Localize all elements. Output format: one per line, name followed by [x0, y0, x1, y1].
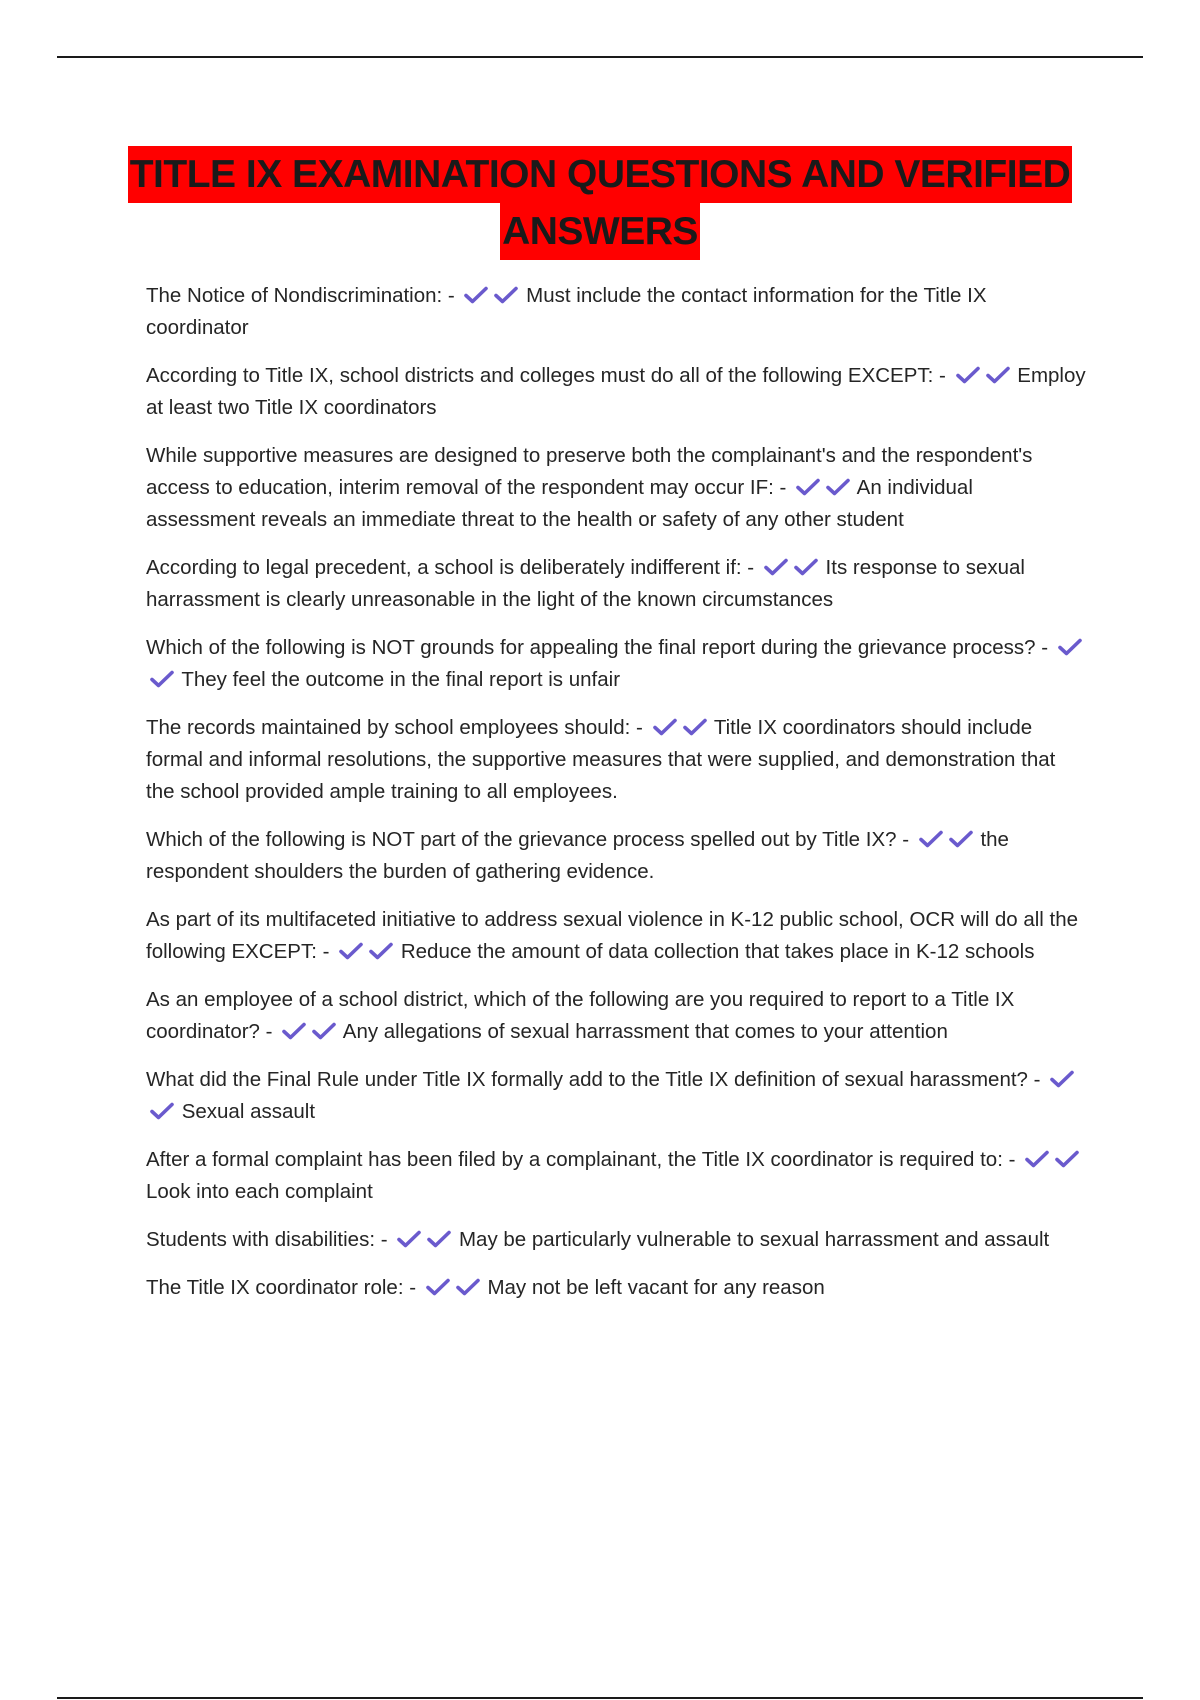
question-text: Which of the following is NOT grounds for appealing the final report during the grievance process? -	[146, 636, 1049, 659]
qa-item	[146, 440, 1086, 536]
check-icon	[1050, 1070, 1074, 1088]
check-icon	[764, 558, 788, 576]
check-icon	[456, 1278, 480, 1296]
answer-text: Reduce the amount of data collection that takes place in K-12 schools	[400, 940, 1035, 963]
question-text: According to Title IX, school districts and colleges must do all of the following EXCEPT: -	[146, 364, 946, 387]
check-icon	[919, 830, 943, 848]
question-text: After a formal complaint has been filed by a complainant, the Title IX coordinator is required to: -	[146, 1148, 1016, 1171]
answer-text: Its response to sexual harrassment is clearly unreasonable in the light of the known circumstances	[146, 556, 1025, 611]
page-title	[100, 146, 1100, 260]
qa-item	[146, 1064, 1086, 1128]
check-icon	[796, 478, 820, 496]
answer-text: Sexual assault	[181, 1100, 316, 1123]
check-icon	[150, 1102, 174, 1120]
check-icon	[397, 1230, 421, 1248]
answer-text: May be particularly vulnerable to sexual harrassment and assault	[458, 1228, 1050, 1251]
check-icon	[683, 718, 707, 736]
qa-item	[146, 360, 1086, 424]
qa-item	[146, 280, 1086, 344]
answer-text: Employ at least two Title IX coordinators	[146, 364, 1086, 419]
qa-item	[146, 984, 1086, 1048]
qa-item	[146, 824, 1086, 888]
question-text: The records maintained by school employees should: -	[146, 716, 643, 739]
check-icon	[464, 286, 488, 304]
check-icon	[494, 286, 518, 304]
qa-item	[146, 712, 1086, 808]
answer-text: May not be left vacant for any reason	[487, 1276, 825, 1299]
check-icon	[312, 1022, 336, 1040]
answer-text: Look into each complaint	[146, 1180, 373, 1203]
question-text: The Title IX coordinator role: -	[146, 1276, 417, 1299]
check-icon	[1055, 1150, 1079, 1168]
qa-item	[146, 632, 1086, 696]
answer-text: Must include the contact information for the Title IX coordinator	[146, 284, 987, 339]
qa-item	[146, 552, 1086, 616]
check-icon	[339, 942, 363, 960]
question-text: Students with disabilities: -	[146, 1228, 388, 1251]
check-icon	[826, 478, 850, 496]
question-text: Which of the following is NOT part of the grievance process spelled out by Title IX? -	[146, 828, 910, 851]
check-icon	[150, 670, 174, 688]
check-icon	[956, 366, 980, 384]
check-icon	[1058, 638, 1082, 656]
check-icon	[986, 366, 1010, 384]
check-icon	[949, 830, 973, 848]
qa-list	[146, 280, 1086, 1320]
check-icon	[794, 558, 818, 576]
check-icon	[1025, 1150, 1049, 1168]
check-icon	[282, 1022, 306, 1040]
answer-text: Any allegations of sexual harrassment that comes to your attention	[342, 1020, 948, 1043]
qa-item	[146, 904, 1086, 968]
qa-item	[146, 1224, 1086, 1256]
answer-text: Title IX coordinators should include formal and informal resolutions, the supportive measures that were supplied, and demonstration that the school provided ample training to all employees.	[146, 716, 1056, 803]
answer-text: An individual assessment reveals an immediate threat to the health or safety of any other student	[146, 476, 973, 531]
check-icon	[426, 1278, 450, 1296]
check-icon	[369, 942, 393, 960]
question-text: The Notice of Nondiscrimination: -	[146, 284, 455, 307]
question-text: While supportive measures are designed to preserve both the complainant's and the respondent's access to education, interim removal of the respondent may occur IF: -	[146, 444, 1033, 499]
top-rule	[57, 56, 1143, 58]
check-icon	[427, 1230, 451, 1248]
qa-item	[146, 1272, 1086, 1304]
check-icon	[653, 718, 677, 736]
bottom-rule	[57, 1697, 1143, 1699]
answer-text: They feel the outcome in the final report is unfair	[181, 668, 621, 691]
question-text: What did the Final Rule under Title IX formally add to the Title IX definition of sexual harassment? -	[146, 1068, 1041, 1091]
qa-item	[146, 1144, 1086, 1208]
title-line-1: TITLE IX EXAMINATION QUESTIONS AND VERIFIED	[128, 146, 1073, 203]
title-line-2: ANSWERS	[500, 203, 700, 260]
question-text: According to legal precedent, a school is deliberately indifferent if: -	[146, 556, 755, 579]
answer-text: the respondent shoulders the burden of gathering evidence.	[146, 828, 1009, 883]
question-text: As an employee of a school district, which of the following are you required to report to a Title IX coordinator? -	[146, 988, 1015, 1043]
question-text: As part of its multifaceted initiative to address sexual violence in K-12 public school, OCR will do all the following EXCEPT: -	[146, 908, 1079, 963]
